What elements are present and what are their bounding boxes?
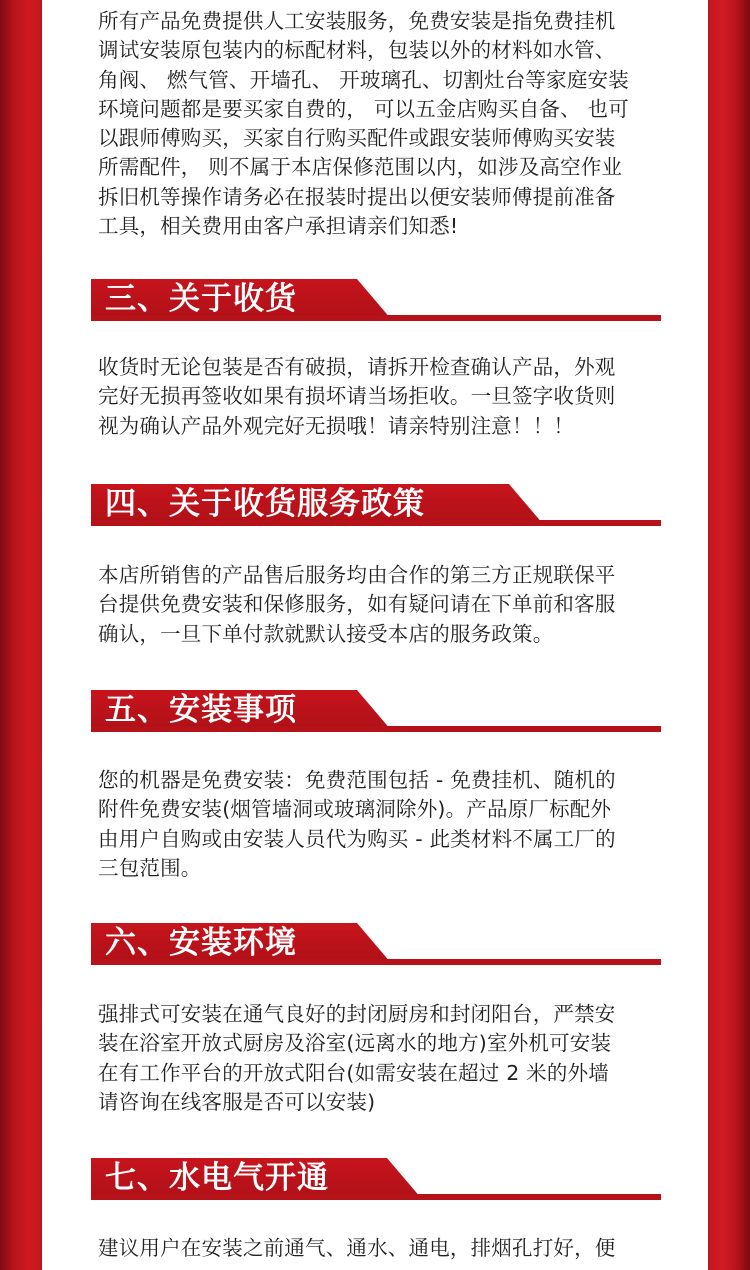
section-header-installation (91, 690, 661, 734)
body-line: 强排式可安装在通气良好的封闭厨房和封闭阳台，严禁安 (98, 1002, 616, 1026)
intro-line: 调试安装原包装内的标配材料，包装以外的材料如水管、 (98, 38, 616, 63)
section-title: 四、关于收货服务政策 (105, 486, 425, 522)
intro-line: 所有产品免费提供人工安装服务，免费安装是指免费挂机 (98, 9, 616, 33)
section-header-environment (91, 923, 661, 967)
body-line: 确认，一旦下单付款就默认接受本店的服务政策。 (98, 621, 554, 646)
section-body-receiving (98, 353, 658, 441)
body-line: 三包范围。 (98, 855, 202, 880)
section-title: 六、安装环境 (105, 925, 297, 961)
body-line: 完好无损再签收如果有损坏请当场拒收。一旦签字收货则 (98, 384, 616, 409)
body-line: 视为确认产品外观完好无损哦！请亲特别注意！！！ (98, 413, 575, 438)
section-header-utilities (91, 1158, 661, 1202)
section-header-receiving (91, 279, 661, 323)
body-line: 建议用户在安装之前通气、通水、通电，排烟孔打好，便 (98, 1236, 616, 1260)
section-body-environment (98, 1000, 658, 1117)
section-title: 七、水电气开通 (105, 1160, 329, 1196)
intro-line: 拆旧机等操作请务必在报装时提出以便安装师傅提前准备 (98, 184, 616, 209)
intro-paragraph (98, 7, 658, 241)
section-header-service-policy (91, 484, 661, 528)
body-line: 请咨询在线客服是否可以安装) (98, 1089, 376, 1114)
intro-line: 所需配件， 则不属于本店保修范围以内，如涉及高空作业 (98, 155, 623, 180)
body-line: 本店所销售的产品售后服务均由合作的第三方正规联保平 (98, 563, 616, 587)
body-line: 在有工作平台的开放式阳台(如需安装在超过 2 米的外墙 (98, 1060, 609, 1085)
section-body-installation (98, 766, 658, 883)
content-page (42, 0, 708, 1270)
section-body-utilities (98, 1234, 658, 1263)
intro-line: 角阀、 燃气管、开墙孔、 开玻璃孔、切割灶台等家庭安装 (98, 67, 629, 92)
section-title: 三、关于收货 (105, 281, 297, 317)
body-line: 您的机器是免费安装：免费范围包括 - 免费挂机、随机的 (98, 768, 616, 792)
body-line: 台提供免费安装和保修服务，如有疑问请在下单前和客服 (98, 592, 616, 617)
section-body-service-policy (98, 561, 658, 649)
body-line: 装在浴室开放式厨房及浴室(远离水的地方)室外机可安装 (98, 1031, 612, 1056)
body-line: 收货时无论包装是否有破损，请拆开检查确认产品，外观 (98, 355, 616, 379)
body-line: 附件免费安装(烟管墙洞或玻璃洞除外)。产品原厂标配外 (98, 797, 612, 822)
body-line: 由用户自购或由安装人员代为购买 - 此类材料不属工厂的 (98, 826, 616, 851)
section-title: 五、安装事项 (105, 692, 297, 728)
intro-line: 以跟师傅购买，买家自行购买配件或跟安装师傅购买安装 (98, 126, 616, 151)
intro-line: 环境问题都是要买家自费的， 可以五金店购买自备、 也可 (98, 96, 629, 121)
intro-line: 工具，相关费用由客户承担请亲们知悉! (98, 214, 459, 239)
